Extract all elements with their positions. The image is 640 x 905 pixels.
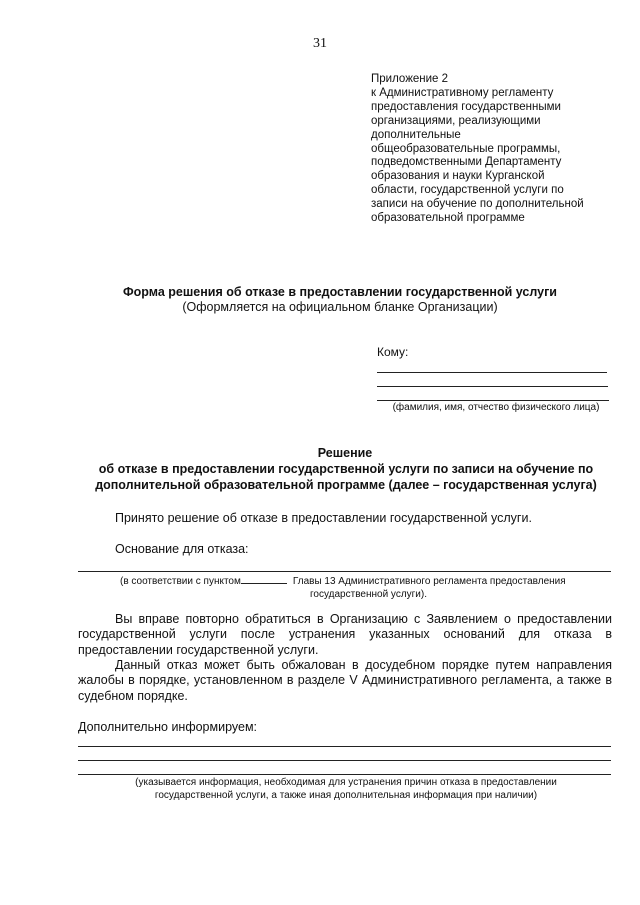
additional-info-label: Дополнительно информируем:	[78, 720, 258, 734]
basis-caption-post: Главы 13 Административного регламента предоставления	[292, 576, 566, 587]
decision-title: Решение	[317, 446, 373, 460]
basis-caption-pre: (в соответствии с пунктом	[120, 576, 241, 587]
appendix-line: дополнительные	[371, 128, 461, 141]
appendix-line: образовательной программе	[371, 212, 525, 225]
additional-caption-line: (указывается информация, необходимая для устранения причин отказа в предоставлении	[135, 777, 557, 788]
recipient-line-2[interactable]	[377, 386, 608, 387]
appendix-line: предоставления государственными	[371, 100, 561, 113]
basis-caption	[120, 574, 615, 601]
appendix-line: Приложение 2	[371, 73, 449, 85]
basis-label: Основание для отказа:	[115, 542, 249, 556]
form-title: Форма решения об отказе в предоставлении государственной услуги	[123, 285, 557, 299]
additional-caption-line: государственной услуги, а также иная дополнительная информация при наличии)	[154, 789, 538, 801]
page-number: 31	[313, 36, 327, 51]
paragraph-reapply: Вы вправе повторно обратиться в Организацию с Заявлением о предоставлении государственной услуги после устранения указанных оснований для отказа в предоставлении государственной услуги.	[78, 612, 612, 657]
appendix-line: к Административному регламенту	[371, 86, 554, 99]
recipient-caption: (фамилия, имя, отчество физического лица)	[392, 402, 600, 413]
additional-line-1[interactable]	[78, 746, 611, 747]
recipient-line-1[interactable]	[377, 372, 607, 373]
decision-subtitle-line: об отказе в предоставлении государственной услуги по записи на обучение по	[98, 462, 594, 476]
appendix-line: подведомственными Департаменту	[371, 156, 562, 169]
appendix-line: организациями, реализующими	[371, 114, 541, 127]
recipient-line-3[interactable]	[377, 400, 609, 401]
decision-subtitle-line: дополнительной образовательной программе (далее – государственная услуга)	[95, 477, 597, 492]
basis-caption-line2: государственной услуги).	[310, 588, 427, 600]
appendix-line: записи на обучение по дополнительной	[371, 198, 584, 211]
appendix-header	[371, 73, 621, 226]
paragraph-appeal: Данный отказ может быть обжалован в досудебном порядке путем направления жалобы в порядке, установленном в разделе V Административного регламента, а также в судебном порядке.	[78, 658, 612, 703]
basis-line[interactable]	[78, 571, 611, 572]
appendix-line: образования и науки Курганской	[371, 170, 545, 183]
clause-number-blank[interactable]	[241, 574, 287, 584]
additional-line-2[interactable]	[78, 760, 611, 761]
decision-subtitle	[76, 462, 616, 493]
form-subtitle: (Оформляется на официальном бланке Организации)	[182, 300, 498, 314]
appendix-line: области, государственной услуги по	[371, 184, 564, 197]
recipient-label: Кому:	[377, 345, 409, 359]
additional-caption	[106, 777, 586, 802]
appendix-line: общеобразовательные программы,	[371, 142, 561, 155]
additional-line-3[interactable]	[78, 774, 611, 775]
accepted-statement: Принято решение об отказе в предоставлении государственной услуги.	[115, 511, 532, 525]
